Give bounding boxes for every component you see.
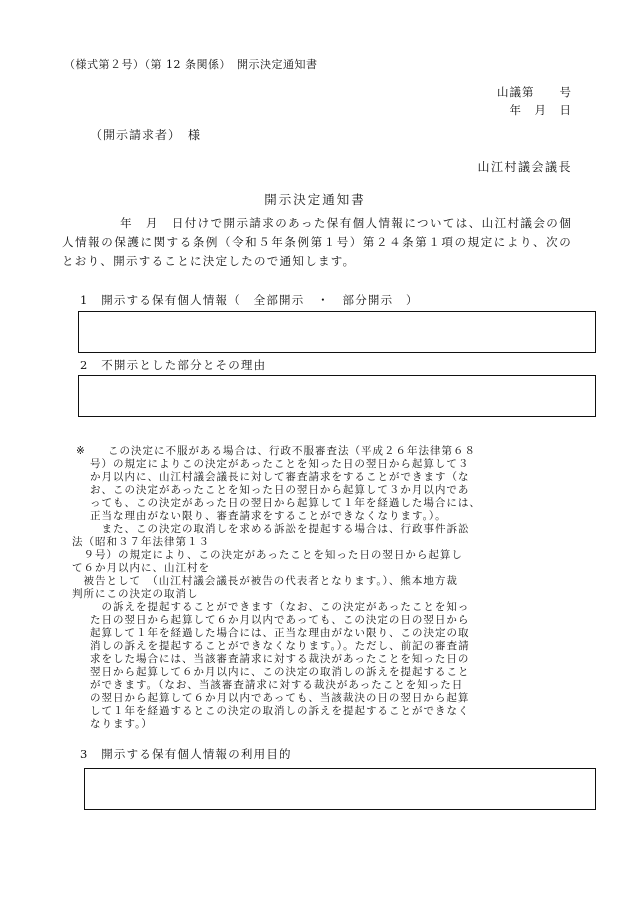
notice-line: 法（昭和３７年法律第１３ [72,536,210,548]
notice-line: の翌日から起算して６か月以内であっても、当該裁決の日の翌日から起算 [90,692,470,704]
issuer-name: 山江村議会議長 [477,160,572,174]
section-2-box [78,375,596,417]
document-number: 山議第 号 [497,85,572,99]
notice-line: の訴えを提起することができます（なお、この決定があったことを知っ [90,601,470,613]
notice-line: 号）の規定によりこの決定があったことを知った日の翌日から起算して３ [90,458,470,470]
notice-line: この決定に不服がある場合は、行政不服審査法（平成２６年法律第６８ [108,445,476,457]
notice-body [72,445,582,458]
requester-name: （開示請求者） 様 [90,128,202,142]
section-3-heading: 3 開示する保有個人情報の利用目的 [80,747,292,761]
notice-line: また、この決定の取消しを求める訴訟を提起する場合は、行政事件訴訟 [90,523,470,535]
notice-line: 起算して１年を経過した場合には、正当な理由がない限り、この決定の取 [90,627,470,639]
notice-line: して１年を経過するとこの決定の取消しの訴えを提起することができなく [90,705,470,717]
notice-mark: ※ [76,445,86,457]
notice-line: ９号）の規定により、この決定があったことを知った日の翌日から起算し [72,549,463,561]
notice-line: っても、この決定があった日の翌日から起算して１年を経過した場合には、 [90,497,481,509]
notice-line: 翌日から起算して６か月以内に、この決定の取消しの訴えを提起すること [90,666,470,678]
notice-line: 被告として （山江村議会議長が被告の代表者となります。）、熊本地方裁 [72,575,458,587]
notice-rest [72,458,582,536]
section-1-box [78,311,596,353]
notice-line: た日の翌日から起算して６か月以内であっても、この決定の日の翌日から [90,614,470,626]
body-text: 年 月 日付けで開示請求のあった保有個人情報については、山江村議会の個人情報の保護に関する条例（令和５年条例第１号）第２４条第１項の規定により、次のとおり、開示することに決定したので通知します。 [62,216,572,268]
notice-line: お、この決定があったことを知った日の翌日から起算して３か月以内であ [90,484,470,496]
document-title: 開示決定通知書 [264,192,366,207]
body-paragraph [62,214,572,271]
notice-line: 消しの訴えを提起することができなくなります。）。ただし、前記の審査請 [90,640,470,652]
notice-rest-2 [72,536,582,601]
appeal-notice [72,445,582,731]
notice-line: ができます。（なお、当該審査請求に対する裁決があったことを知った日 [90,679,464,691]
notice-line: 求をした場合には、当該審査請求に対する裁決があったことを知った日の [90,653,470,665]
notice-rest-3 [72,601,582,731]
document-date: 年 月 日 [509,103,572,117]
form-label: （様式第２号）（第 12 条関係） 開示決定通知書 [64,58,318,71]
notice-line: なります。） [90,718,153,730]
section-2-heading: 2 不開示とした部分とその理由 [80,358,267,372]
notice-line: 判所にこの決定の取消し [72,588,199,600]
notice-line: か月以内に、山江村議会議長に対して審査請求をすることができます（な [90,471,470,483]
section-1-heading: 1 開示する保有個人情報（ 全部開示 ・ 部分開示 ） [80,293,419,307]
section-3-box [84,768,596,810]
notice-line: て６か月以内に、山江村を [72,562,210,574]
notice-line: 正当な理由がない限り、審査請求をすることができなくなります。）。 [90,510,447,522]
